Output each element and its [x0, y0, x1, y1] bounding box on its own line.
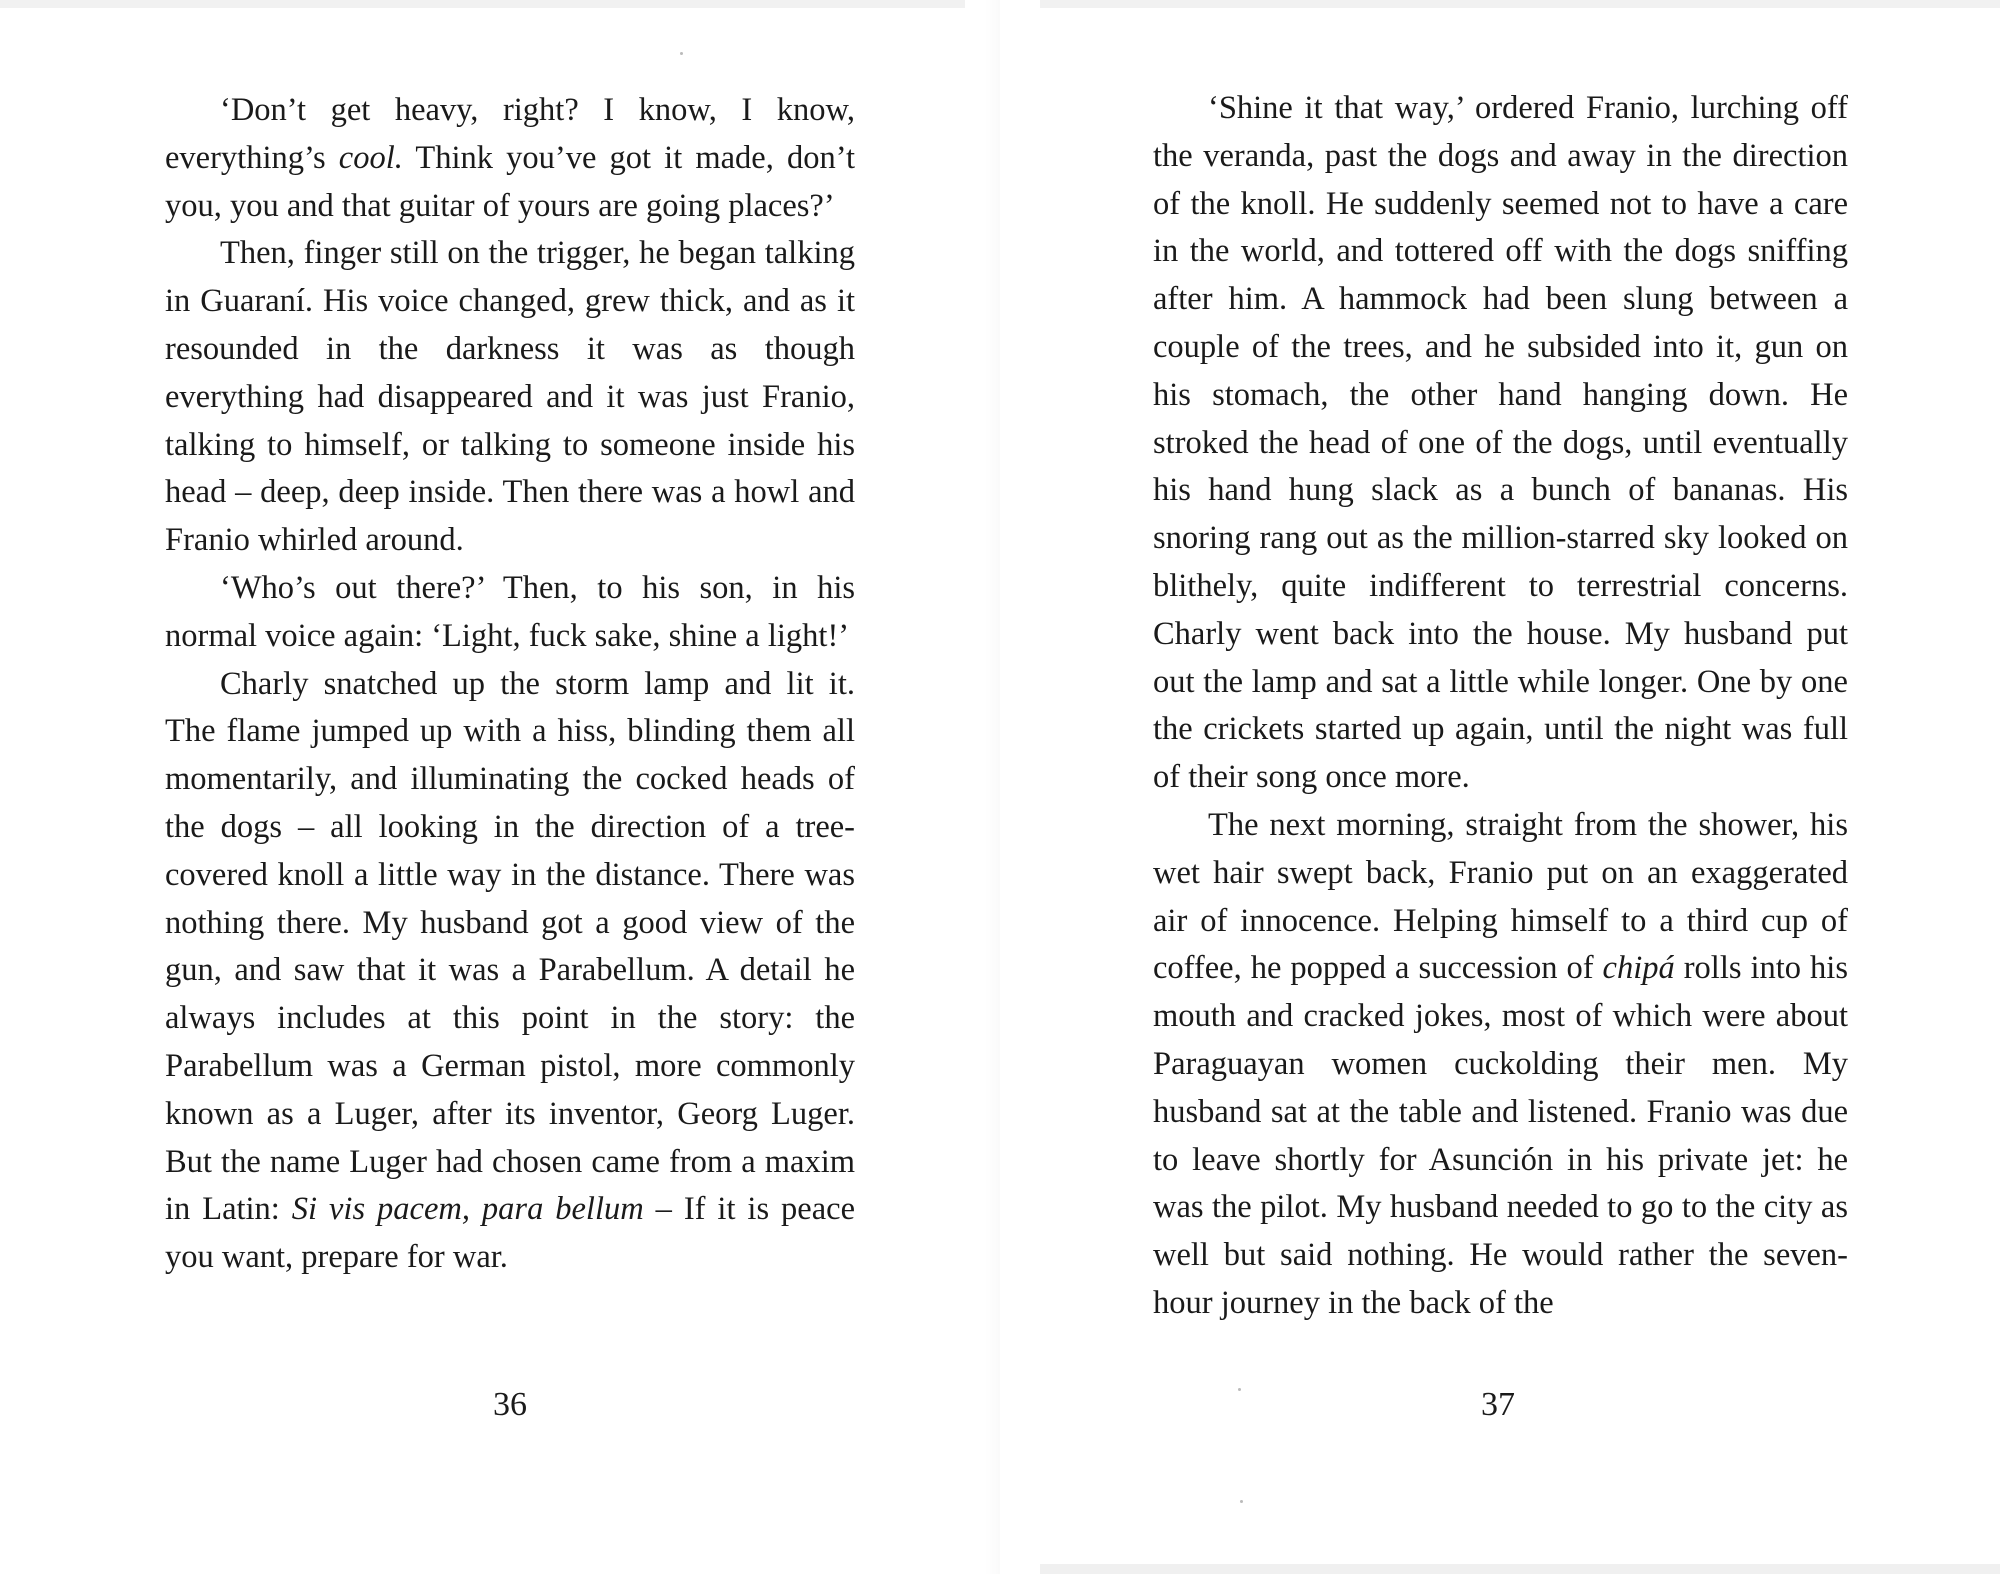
italic-word: cool. — [338, 139, 403, 176]
right-page — [1000, 0, 2000, 1574]
right-page-text — [1153, 85, 1848, 1328]
page-edge-bottom — [1040, 1564, 2000, 1574]
paragraph: ‘Who’s out there?’ Then, to his son, in his normal voice again: ‘Light, fuck sake, shine a light!’ — [165, 569, 855, 654]
paper-speck — [1238, 1388, 1241, 1391]
paragraph: Charly snatched up the storm lamp and lit it. The flame jumped up with a hiss, blinding them all momentarily, and illuminating the cocked heads of the dogs – all looking in the direction of a tree-covered knoll a little way in the distance. There was nothing there. My husband got a good view of the gun, and saw that it was a Parabellum. A detail he always includes at this point in the story: the Parabellum was a German pistol, more commonly known as a Luger, after its inventor, Georg Luger. But the name Luger had chosen came from a maxim in Latin: Si vis pacem, para bellum – If it is peace you want, prepare for war. — [165, 665, 855, 1276]
paragraph: ‘Shine it that way,’ ordered Franio, lurching off the veranda, past the dogs and away in the direction of the knoll. He suddenly seemed not to have a care in the world, and tottered off with the dogs sniffing after him. A hammock had been slung between a couple of the trees, and he subsided into it, gun on his stomach, the other hand hanging down. He stroked the head of one of the dogs, until eventually his hand hung slack as a bunch of bananas. His snoring rang out as the million-starred sky looked on blithely, quite indifferent to terrestrial concerns. Charly went back into the house. My husband put out the lamp and sat a little while longer. One by one the crickets started up again, until the night was full of their song once more. — [1153, 90, 1848, 796]
left-page-text — [165, 87, 855, 1282]
page-edge-top — [1040, 0, 2000, 8]
page-edge-top — [0, 0, 965, 8]
paragraph: ‘Don’t get heavy, right? I know, I know, everything’s cool. Think you’ve got it made, don’t you, you and that guitar of yours are going places?’ — [165, 92, 855, 224]
page-number: 37 — [1481, 1386, 1515, 1423]
paper-speck — [680, 52, 683, 55]
paragraph: Then, finger still on the trigger, he began talking in Guaraní. His voice changed, grew thick, and as it resounded in the darkness it was as though everything had disappeared and it was just Franio, talking to himself, or talking to someone inside his head – deep, deep inside. Then there was a howl and Franio whirled around. — [165, 235, 855, 559]
italic-phrase: Si vis pacem, para bellum — [291, 1191, 644, 1228]
page-number: 36 — [493, 1386, 527, 1423]
italic-word: chipá — [1602, 950, 1675, 987]
paragraph: The next morning, straight from the shower, his wet hair swept back, Franio put on an exaggerated air of innocence. Helping himself to a third cup of coffee, he popped a succession of chipá rolls into his mouth and cracked jokes, most of which were about Paraguayan women cuckolding their men. My husband sat at the table and listened. Franio was due to leave shortly for Asunción in his private jet: he was the pilot. My husband needed to go to the city as well but said nothing. He would rather the seven-hour journey in the back of the — [1153, 806, 1848, 1321]
paper-speck — [1240, 1500, 1243, 1503]
